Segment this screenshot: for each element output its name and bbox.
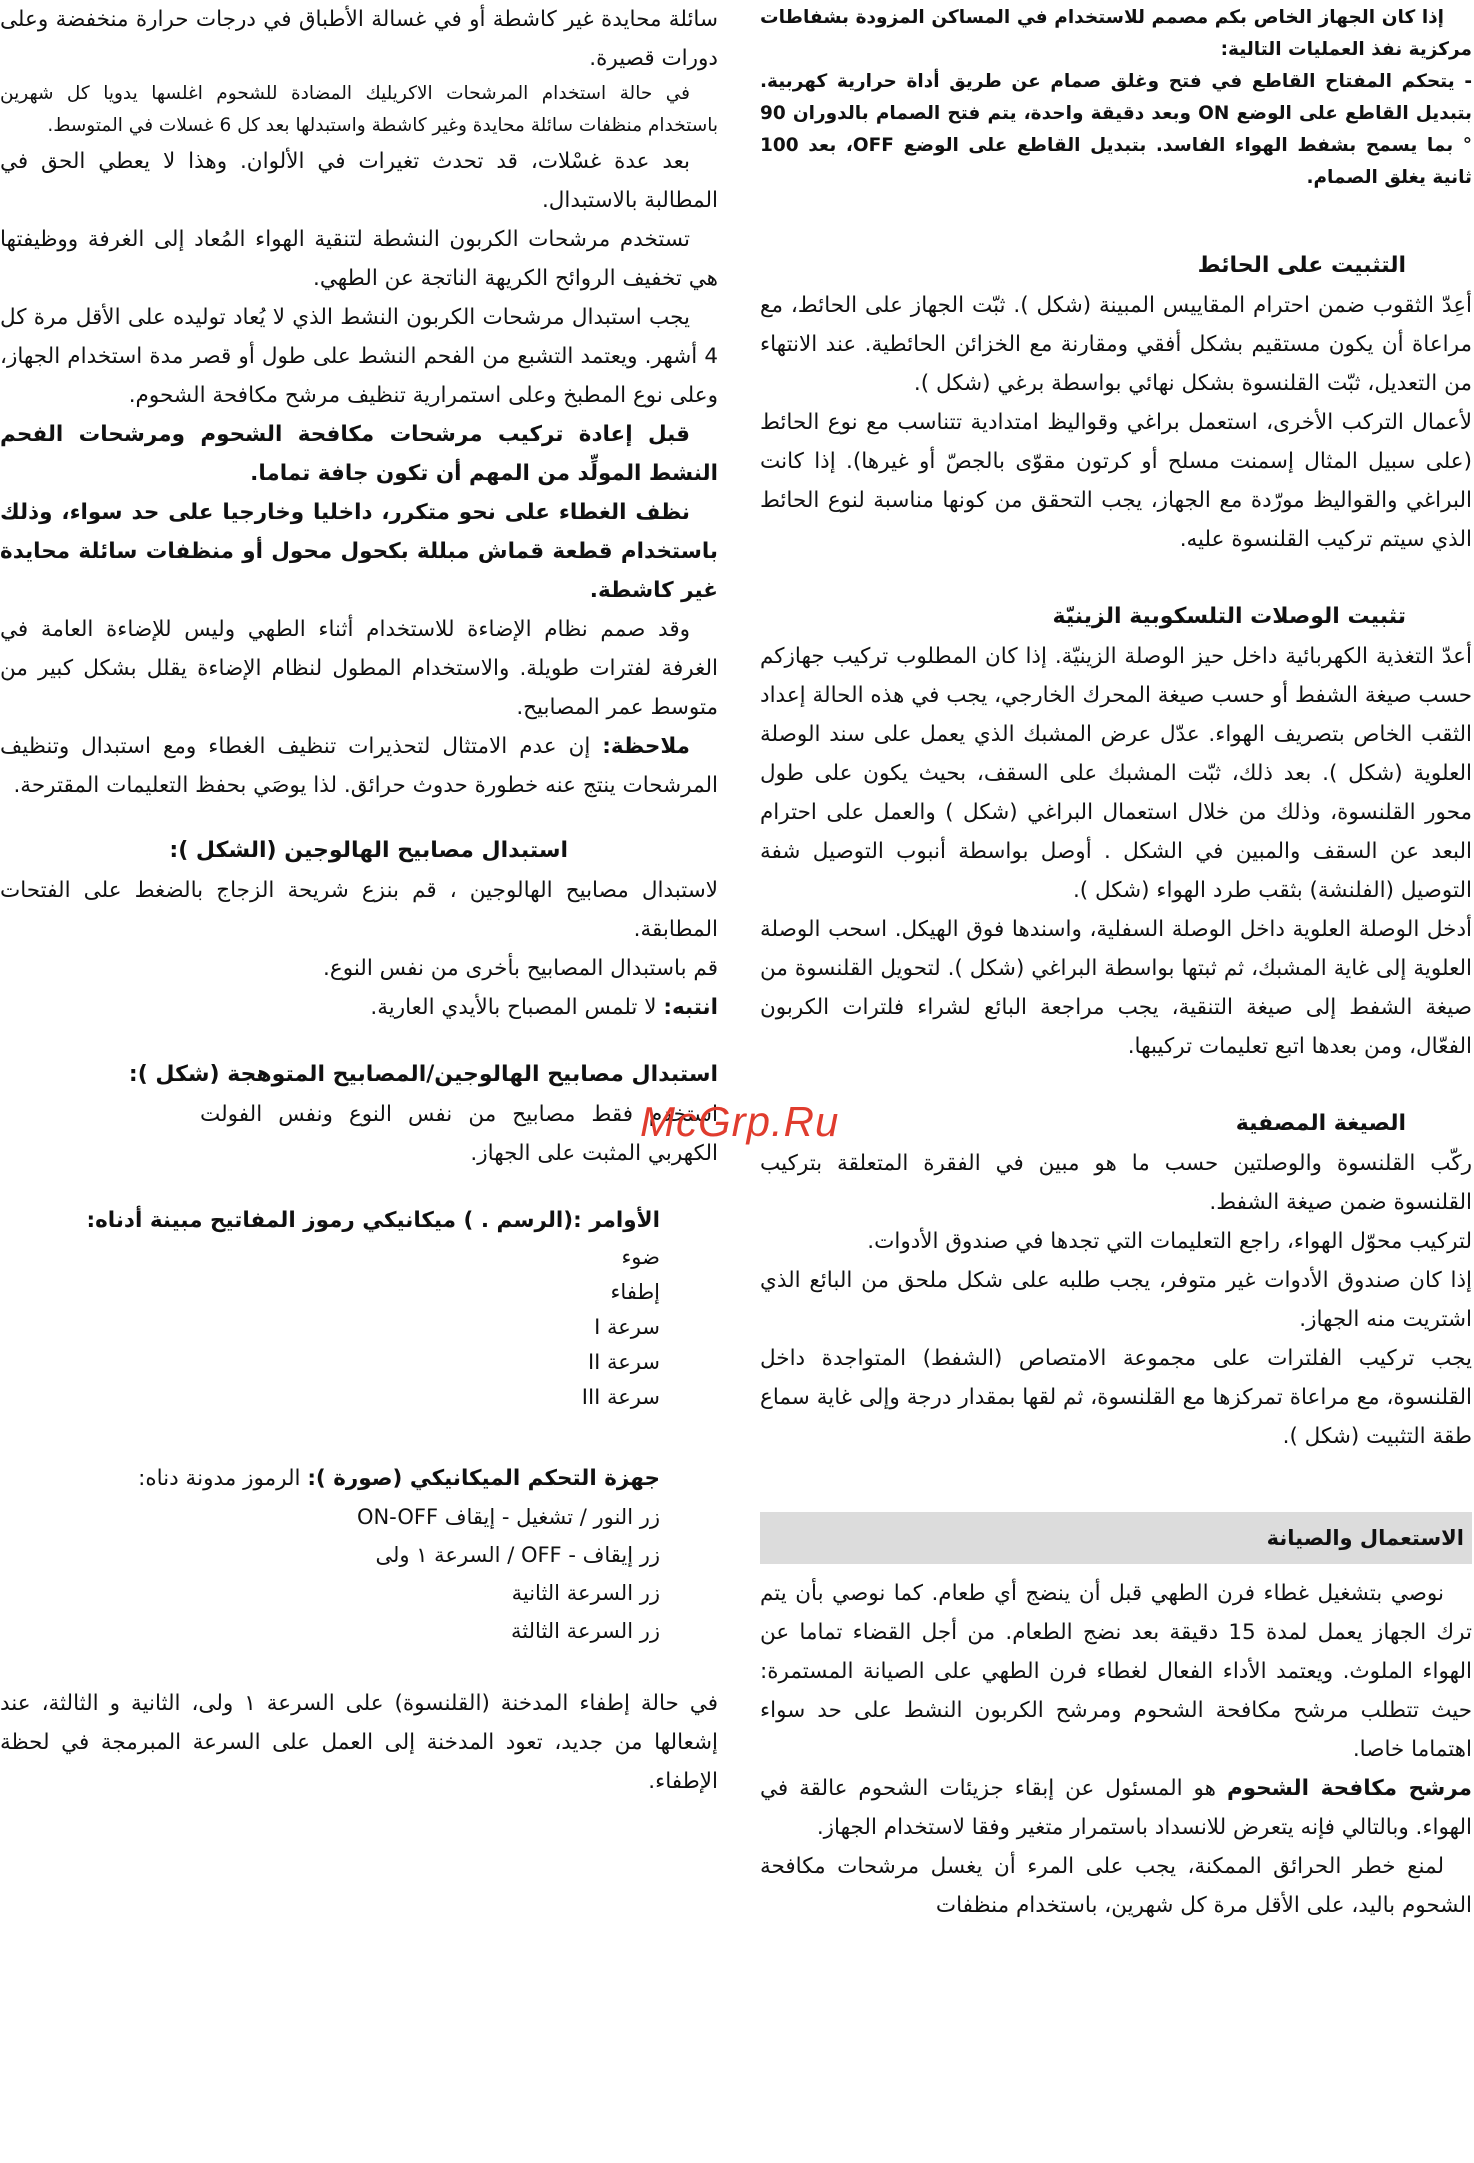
filter-paragraph-4: يجب تركيب الفلترات على مجموعة الامتصاص (الشفط) المتواجدة داخل القلنسوة، مع مراعاة تمركزها مع القلنسوة، ثم لقها بمقدار درجة وإلى غاية سماع طقة التثبيت (شكل ). — [760, 1346, 1472, 1449]
mech-speed3: زر السرعة الثالثة — [511, 1619, 660, 1643]
commands-heading: الأوامر :(الرسم . ) ميكانيكي رموز المفاتيح مبينة أدناه: — [86, 1208, 660, 1233]
left-paragraph-8: وقد صمم نظام الإضاءة للاستخدام أثناء الطهي وليس للإضاءة العامة في الغرفة لفترات طويلة. والاستخدام المطول لنظام الإضاءة يقلل بشكل كبير من متوسط عمر المصابيح. — [0, 617, 718, 720]
telescopic-paragraph-1: أعدّ التغذية الكهربائية داخل حيز الوصلة الزينيّة. إذا كان المطلوب تركيب جهازكم حسب صيغة الشفط أو حسب صيغة المحرك الخارجي، يجب في هذه الحالة إعداد الثقب الخاص بتصريف الهواء. عدّل عرض المشبك الذي يعمل على سند الوصلة العلوية (شكل ). بعد ذلك، ثبّت المشبك على السقف، بحيث يكون على طول محور القلنسوة، وذلك من خلال استعمال البراغي (شكل ) والعمل على احترام البعد عن السقف والمبين في الشكل . أوصل بواسطة أنبوب التوصيل شفة التوصيل (الفلنشة) بثقب طرد الهواء (شكل ). — [760, 644, 1472, 903]
incandescent-heading: استبدال مصابيح الهالوجين/المصابيح المتوهجة (شكل ): — [128, 1062, 718, 1087]
filter-paragraph-2: لتركيب محوّل الهواء، راجع التعليمات التي تجدها في صندوق الأدوات. — [867, 1229, 1472, 1254]
left-column — [0, 0, 718, 2163]
wall-mount-paragraph-2: لأعمال التركب الأخرى، استعمل براغي وقواليظ امتدادية تتناسب مع نوع الحائط (على سبيل المثال إسمنت مسلح أو كرتون مقوّى بالجصّ أو غيرها). إذا كانت البراغي والقواليظ مورّدة مع الجهاز، يجب التحقق من كونها مناسبة لنوع الحائط الذي سيتم تركيب القلنسوة عليه. — [760, 410, 1472, 552]
mech-off-speed1: زر إيقاف - OFF / السرعة ١ ولى — [375, 1543, 660, 1567]
grease-filter-label: مرشح مكافحة الشحوم — [1226, 1776, 1472, 1801]
wall-mount-heading: التثبيت على الحائط — [1197, 253, 1406, 278]
use-paragraph-3: لمنع خطر الحرائق الممكنة، يجب على المرء أن يغسل مرشحات مكافحة الشحوم باليد، على الأقل مرة كل شهرين، باستخدام منظفات — [760, 1854, 1472, 1918]
command-speed-2: سرعة II — [587, 1350, 660, 1374]
commands-list — [0, 1240, 718, 1415]
left-paragraph-4: تستخدم مرشحات الكربون النشطة لتنقية الهواء المُعاد إلى الغرفة ووظيفتها هي تخفيف الروائح الكريهة الناتجة عن الطهي. — [0, 227, 718, 291]
intro-text: إذا كان الجهاز الخاص بكم مصمم للاستخدام في المساكن المزودة بشفاطات مركزية نفذ العمليات التالية: — [760, 7, 1472, 60]
filter-paragraph-3: إذا كان صندوق الأدوات غير متوفر، يجب طلبه على شكل ملحق من البائع الذي اشتريت منه الجهاز. — [760, 1268, 1472, 1332]
mech-light-switch: زر النور / تشغيل - إيقاف ON-OFF — [356, 1505, 660, 1529]
mechanical-controls-subtitle: الرموز مدونة دناه: — [138, 1466, 301, 1491]
command-speed-1: سرعة I — [594, 1315, 660, 1339]
halogen-paragraph-2: قم باستبدال المصابيح بأخرى من نفس النوع. — [323, 956, 718, 981]
left-paragraph-1: سائلة محايدة غير كاشطة أو في غسالة الأطباق في درجات حرارة منخفضة وعلى دورات قصيرة. — [0, 7, 718, 71]
filter-paragraph-1: ركّب القلنسوة والوصلتين حسب ما هو مبين في الفقرة المتعلقة بتركيب القلنسوة ضمن صيغة الشفط. — [760, 1151, 1472, 1215]
valve-note: - يتحكم المفتاح القاطع في فتح وغلق صمام عن طريق أداة حرارية كهربية. بتبديل القاطع على الوضع ON وبعد دقيقة واحدة، يتم فتح الصمام بالدوران 90 ° بما يسمح بشفط الهواء الفاسد. بتبديل القاطع على الوضع OFF، بعد 100 ثانية يغلق الصمام. — [760, 71, 1473, 188]
right-column — [760, 0, 1472, 2163]
left-paragraph-3: بعد عدة غسْلات، قد تحدث تغيرات في الألوان. وهذا لا يعطي الحق في المطالبة بالاستبدال. — [0, 149, 718, 213]
mechanical-controls-list — [0, 1498, 718, 1650]
command-speed-3: سرعة III — [581, 1385, 660, 1409]
wall-mount-paragraph-1: أعِدّ الثقوب ضمن احترام المقاييس المبينة (شكل ). ثبّت الجهاز على الحائط، مع مراعاة أن يكون مستقيم بشكل أفقي ومقارنة مع الخزائن الحائطية. عند الانتهاء من التعديل، ثبّت القلنسوة بشكل نهائي بواسطة برغي (شكل ). — [760, 293, 1472, 396]
telescopic-paragraph-2: أدخل الوصلة العلوية داخل الوصلة السفلية، واسندها فوق الهيكل. اسحب الوصلة العلوية إلى غاية المشبك، ثم ثبتها بواسطة البراغي (شكل ). لتحويل القلنسوة من صيغة الشفط إلى صيغة التنقية، يجب مراجعة البائع لشراء فلترات الكربون الفعّال، ومن بعدها اتبع تعليمات تركيبها. — [760, 917, 1472, 1059]
use-maintenance-heading: الاستعمال والصيانة — [760, 1512, 1472, 1564]
telescopic-heading: تثبيت الوصلات التلسكوبية الزينيّة — [1052, 604, 1406, 629]
filter-mode-heading: الصيغة المصفية — [1235, 1111, 1406, 1136]
left-paragraph-2: في حالة استخدام المرشحات الاكريليك المضادة للشحوم اغلسها يدويا كل شهرين باستخدام منظفات سائلة محايدة وغير كاشطة واستبدلها بعد كل 6 غسلات في المتوسط. — [0, 83, 718, 136]
mech-speed2: زر السرعة الثانية — [511, 1581, 660, 1605]
halogen-paragraph-3: لا تلمس المصباح بالأيدي العارية. — [370, 995, 664, 1020]
mechanical-controls-heading: جهزة التحكم الميكانيكي (صورة ): — [307, 1466, 660, 1491]
incandescent-paragraph: استخدم فقط مصابيح من نفس النوع ونفس الفولت الكهربي المثبت على الجهاز. — [200, 1102, 718, 1166]
left-paragraph-7: نظف الغطاء على نحو متكرر، داخليا وخارجيا على حد سواء، وذلك باستخدام قطعة قماش مبللة بكحول محول أو منظفات سائلة محايدة غير كاشطة. — [0, 500, 718, 603]
left-paragraph-6: قبل إعادة تركيب مرشحات مكافحة الشحوم ومرشحات الفحم النشط المولِّد من المهم أن تكون جافة تماما. — [0, 422, 718, 486]
note-label: ملاحظة: — [602, 734, 690, 759]
halogen-heading: استبدال مصابيح الهالوجين (الشكل ): — [169, 838, 568, 863]
left-paragraph-5: يجب استبدال مرشحات الكربون النشط الذي لا يُعاد توليده على الأقل مرة كل 4 أشهر. ويعتمد التشبع من الفحم النشط على طول أو قصر مدة استخدام الجهاز، وعلى نوع المطبخ وعلى استمرارية تنظيف مرشح مكافحة الشحوم. — [0, 305, 718, 408]
use-paragraph-2: هو المسئول عن إبقاء جزيئات الشحوم عالقة في الهواء. وبالتالي فإنه يتعرض للانسداد باستمرار متغير وفقا لاستخدام الجهاز. — [760, 1776, 1472, 1840]
left-paragraph-9: إن عدم الامتثال لتحذيرات تنظيف الغطاء ومع استبدال وتنظيف المرشحات ينتج عنه خطورة حدوث حرائق. لذا يوصَي بحفظ التعليمات المقترحة. — [0, 734, 718, 798]
restart-paragraph: في حالة إطفاء المدخنة (القلنسوة) على السرعة ١ ولى، الثانية و الثالثة، عند إشعالها من جديد، تعود المدخنة إلى العمل على السرعة المبرمجة في لحظة الإطفاء. — [0, 1691, 718, 1794]
halogen-paragraph-1: لاستبدال مصابيح الهالوجين ، قم بنزع شريحة الزجاج بالضغط على الفتحات المطابقة. — [0, 878, 718, 942]
command-off: إطفاء — [610, 1280, 660, 1304]
watermark: McGrp.Ru — [640, 1098, 840, 1145]
caution-label: انتبه: — [663, 995, 718, 1020]
command-light: ضوء — [621, 1245, 660, 1269]
use-paragraph-1: نوصي بتشغيل غطاء فرن الطهي قبل أن ينضج أي طعام. كما نوصي بأن يتم ترك الجهاز يعمل لمدة 15 دقيقة بعد نضج الطعام. من أجل القضاء تماما عن الهواء الملوث. ويعتمد الأداء الفعال لغطاء فرن الطهي على الصيانة المستمرة: حيث تتطلب مرشح مكافحة الشحوم ومرشح الكربون النشط على حد سواء اهتماما خاصا. — [760, 1581, 1472, 1762]
